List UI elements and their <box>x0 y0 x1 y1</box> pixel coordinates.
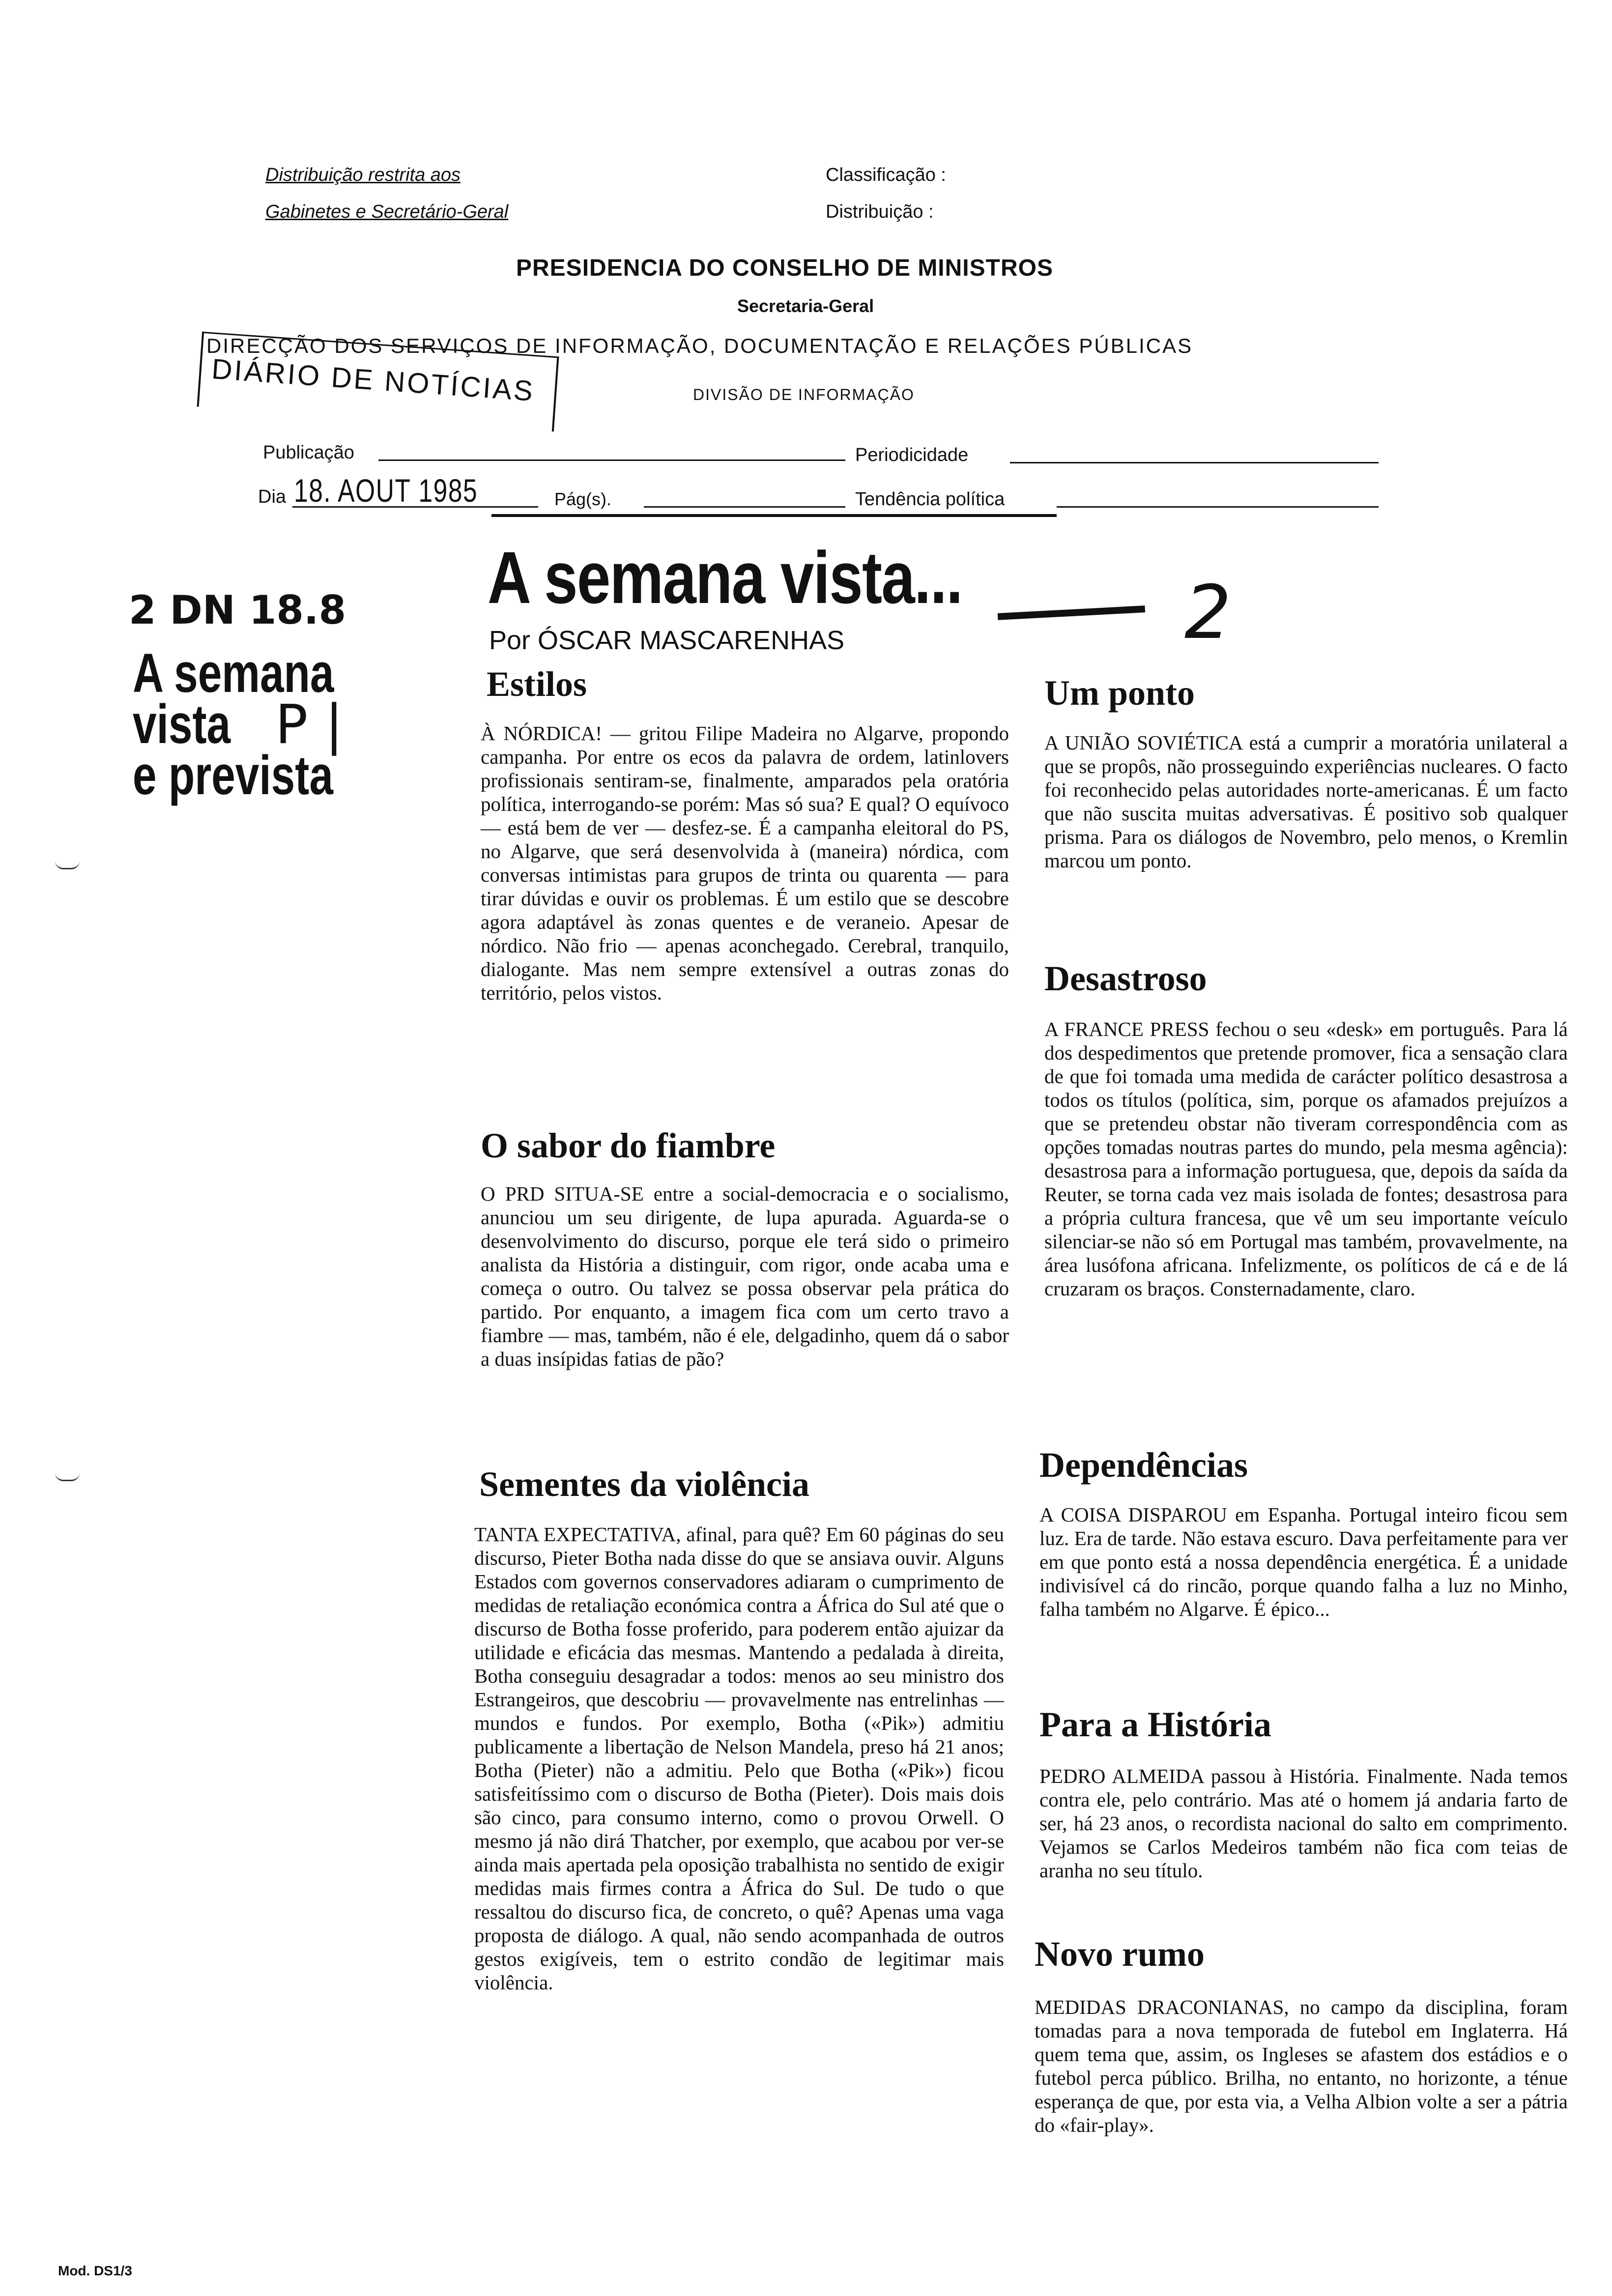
distribution-label: Distribuição : <box>826 201 934 222</box>
secretariat-title: Secretaria-Geral <box>737 296 874 316</box>
handwritten-page-number: 2 <box>1184 570 1232 656</box>
political-label: Tendência política <box>855 489 1005 510</box>
section-text-desastroso: A FRANCE PRESS fechou o seu «desk» em português. Para lá dos despedimentos que pretende promover, fica a sensação clara de que foi tomada uma medida de carácter político desastrosa a todos os títulos (política, sim, porque os afamados prejuízos a que se pretendeu obstar não tiveram correspondência com as opções tomadas noutras partes do mundo, pela mesma agência): desastrosa para a informação portuguesa, que, depois da saída da Reuter, se torna cada vez mais isolada de fontes; desastrosa para a própria cultura francesa, que vê um seu importante veículo silenciar-se não só em Portugal mas também, provavelmente, na área lusófona africana. Infelizmente, os políticos de cá e de lá cruzaram os braços. Consternadamente, claro. <box>1044 1018 1568 1300</box>
section-heading-sementes: Sementes da violência <box>479 1464 809 1504</box>
section-text-estilos: À NÓRDICA! — gritou Filipe Madeira no Algarve, propondo campanha. Por entre os ecos da palavra de ordem, latinlovers profissionais sentiram-se, finalmente, amparados pela oratória política, interrogando-se porém: Mas só sua? E qual? O equívoco — está bem de ver — desfez-se. É a campanha eleitoral do PS, no Algarve, que será desenvolvida à (maneira) nórdica, com conversas intimistas para grupos de trinta ou quarenta — para tirar dúvidas e ouvir os problemas. É um estilo que se descobre agora adaptável às zonas quentes e de veraneio. Apesar de nórdico. Não frio — apenas aconchegado. Cerebral, tranquilo, dialogante. Mas nem sempre extensível a outras zonas do território, pelos vistos. <box>481 722 1009 1004</box>
section-heading-um-ponto: Um ponto <box>1044 673 1195 713</box>
section-heading-historia: Para a História <box>1039 1705 1271 1744</box>
distribution-note-line-1: Distribuição restrita aos <box>265 165 461 185</box>
form-code: Mod. DS1/3 <box>58 2263 132 2278</box>
day-label: Dia <box>258 487 287 507</box>
side-headline-line-3: e prevista <box>133 745 333 806</box>
section-text-dependencias: A COISA DISPAROU em Espanha. Portugal inteiro ficou sem luz. Era de tarde. Não estava escuro. Dava perfeitamente para ver em que ponto está a nossa dependência energética. É a unidade indivisível cá do rincão, porque quando falha a luz no Minho, falha também no Algarve. É épico... <box>1039 1503 1568 1620</box>
side-headline-line-2: vista <box>133 693 231 755</box>
periodicity-label: Periodicidade <box>855 445 969 465</box>
section-text-sementes: TANTA EXPECTATIVA, afinal, para quê? Em 60 páginas do seu discurso, Pieter Botha nada disse do que se ansiava ouvir. Alguns Estados com governos conservadores adiaram o cumprimento de medidas de retaliação económica contra a África do Sul até que o discurso de Botha fosse proferido, para poderem então ajuizar da utilidade e eficácia das mesmas. Mantendo a pedalada à direita, Botha conseguiu desagradar a todos: menos ao seu ministro dos Estrangeiros, que descobriu — provavelmente nas entrelinhas — mundos e fundos. Por exemplo, Botha («Pik») admitiu publicamente a libertação de Nelson Mandela, preso há 21 anos; Botha (Pieter) não a admitiu. Pelo que Botha («Pik») ficou satisfeitíssimo com o discurso de Botha (Pieter). Dois mais dois são cinco, para consumo interno, como o provou Orwell. O mesmo já não dirá Thatcher, por exemplo, que acabou por ver-se ainda mais apertada pela oposição trabalhista no sentido de exigir medidas mais firmes contra a África do Sul. De tudo o que ressaltou do discurso fica, de concreto, o quê? Apenas uma vaga proposta de diálogo. A qual, não sendo acompanhada de outros gestos exigíveis, tem o estrito condão de legitimar mais violência. <box>474 1523 1004 1994</box>
division-title: DIVISÃO DE INFORMAÇÃO <box>693 386 915 403</box>
ministry-title: PRESIDENCIA DO CONSELHO DE MINISTROS <box>516 255 1053 281</box>
publication-line <box>378 459 845 461</box>
handwritten-underline <box>998 605 1145 620</box>
date-stamp: 18. AOUT 1985 <box>294 472 478 509</box>
section-text-novo-rumo: MEDIDAS DRACONIANAS, no campo da disciplina, foram tomadas para a nova temporada de futebol em Inglaterra. Há quem tema que, assim, os Ingleses se afastem dos estádios e o futebol perca público. Brilha, no entanto, no horizonte, a ténue esperança de que, por esta via, a Velha Albion volte a ser a pátria do «fair-play». <box>1035 1996 1568 2136</box>
section-heading-fiambre: O sabor do fiambre <box>481 1126 776 1165</box>
date-line <box>292 506 538 508</box>
pages-line <box>644 506 845 508</box>
punch-hole-mark <box>55 1473 80 1481</box>
section-heading-novo-rumo: Novo rumo <box>1035 1934 1205 1974</box>
side-headline-line-1: A semana <box>133 642 334 704</box>
pages-label: Pág(s). <box>554 489 612 509</box>
classification-label: Classificação : <box>826 165 946 185</box>
section-heading-dependencias: Dependências <box>1039 1445 1248 1485</box>
newspaper-stamp: DIÁRIO DE NOTÍCIAS <box>210 353 536 407</box>
section-heading-estilos: Estilos <box>487 664 587 704</box>
section-heading-desastroso: Desastroso <box>1044 959 1207 998</box>
section-text-historia: PEDRO ALMEIDA passou à História. Finalmente. Nada temos contra ele, pelo contrário. Mas até o homem já andaria farto de ser, há 23 anos, o recordista nacional do salto em comprimento. Vejamos se Carlos Medeiros também não fica com teias de aranha no seu título. <box>1039 1765 1568 1882</box>
distribution-note-line-2: Gabinetes e Secretário-Geral <box>265 201 509 222</box>
section-text-fiambre: O PRD SITUA-SE entre a social-democracia e o socialismo, anunciou um seu dirigente, de lupa apurada. Aguarda-se o desenvolvimento do discurso, porque ele terá sido o primeiro analista da História a distinguir, com rigor, onde acaba uma e começa o outro. Ou talvez se possa observar pela prática do partido. Por enquanto, a imagem fica com um certo travo a fiambre — mas, também, não é ele, delgadinho, quem dá o sabor a duas insípidas fatias de pão? <box>481 1182 1009 1370</box>
article-top-rule <box>491 514 1057 517</box>
handwritten-mark: P | <box>275 693 344 756</box>
periodicity-line <box>1010 462 1379 463</box>
article-byline: Por ÓSCAR MASCARENHAS <box>489 626 845 655</box>
section-text-um-ponto: A UNIÃO SOVIÉTICA está a cumprir a moratória unilateral a que se propôs, não prosseguindo experiências nucleares. O facto foi reconhecido pelas autoridades norte-americanas. É um facto que não suscita muitas adversativas. É positivo sob qualquer prisma. Para os diálogos de Novembro, pelo menos, o Kremlin marcou um ponto. <box>1044 731 1568 872</box>
article-headline: A semana vista... <box>488 536 962 619</box>
punch-hole-mark <box>55 861 80 869</box>
political-line <box>1057 506 1379 508</box>
handwritten-reference: 2 DN 18.8 <box>129 587 346 633</box>
direction-title: DIRECÇÃO DOS SERVIÇOS DE INFORMAÇÃO, DOCUMENTAÇÃO E RELAÇÕES PÚBLICAS <box>206 334 1193 357</box>
publication-label: Publicação <box>263 442 354 463</box>
